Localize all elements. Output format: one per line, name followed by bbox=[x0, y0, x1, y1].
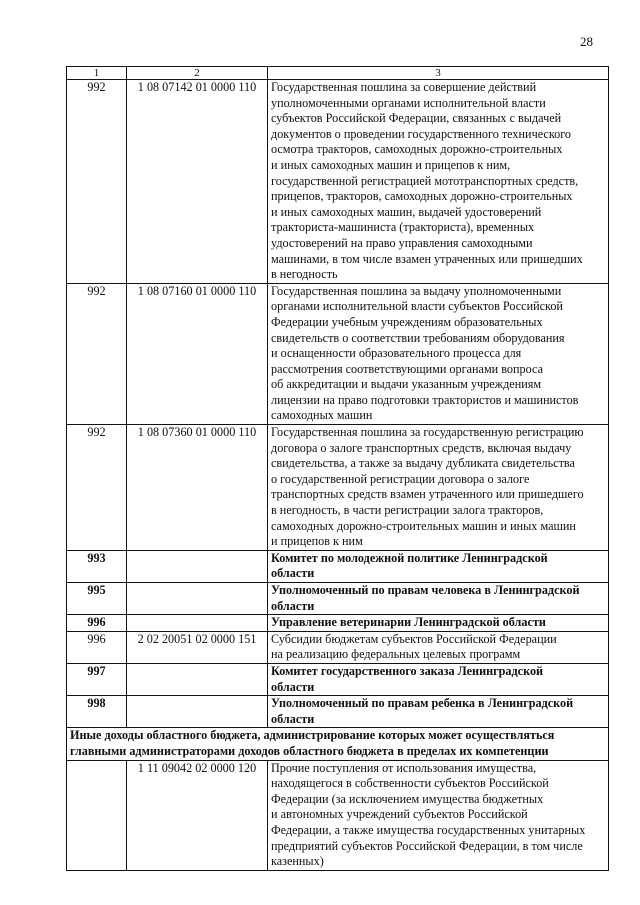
header-col-1: 1 bbox=[67, 67, 127, 80]
section-row bbox=[67, 728, 609, 760]
admin-code: 992 bbox=[67, 80, 127, 284]
table-row bbox=[67, 760, 609, 870]
admin-code: 998 bbox=[67, 696, 127, 728]
administrator-row bbox=[67, 583, 609, 615]
table-row bbox=[67, 631, 609, 663]
revenue-code: 1 08 07360 01 0000 110 bbox=[127, 425, 268, 551]
header-col-2: 2 bbox=[127, 67, 268, 80]
revenue-description: Государственная пошлина за выдачу уполномоченными органами исполнительной власти субъектов Российской Федерации учебным учреждениям образовательных свидетельств о соответствии требованиям оборудования и оснащенности образовательного процесса для рассмотрения соответствующими органами вопроса об аккредитации и выдачи указанным учреждениям лицензии на право подготовки трактористов и машинистов самоходных машин bbox=[268, 283, 609, 424]
revenue-description: Государственная пошлина за совершение действий уполномоченными органами исполнительной власти субъектов Российской Федерации, связанных с выдачей документов о проведении государственного технического осмотра тракторов, самоходных дорожно-строительных и иных самоходных машин и прицепов к ним, государственной регистрацией мототранспортных средств, прицепов, тракторов, самоходных дорожно-строительных и иных самоходных машин, выдачей удостоверений тракториста-машиниста (тракториста), временных удостоверений на право управления самоходными машинами, в том числе взамен утраченных или пришедших в негодность bbox=[268, 80, 609, 284]
revenue-code bbox=[127, 663, 268, 695]
administrator-row bbox=[67, 663, 609, 695]
admin-code: 996 bbox=[67, 615, 127, 632]
admin-code: 997 bbox=[67, 663, 127, 695]
admin-code: 993 bbox=[67, 550, 127, 582]
table-row bbox=[67, 425, 609, 551]
table-row bbox=[67, 283, 609, 424]
revenue-description: Субсидии бюджетам субъектов Российской Федерации на реализацию федеральных целевых программ bbox=[268, 631, 609, 663]
administrator-row bbox=[67, 550, 609, 582]
revenue-code: 1 08 07142 01 0000 110 bbox=[127, 80, 268, 284]
administrator-row bbox=[67, 696, 609, 728]
admin-code: 992 bbox=[67, 283, 127, 424]
table-row bbox=[67, 80, 609, 284]
revenue-codes-table bbox=[66, 66, 609, 871]
admin-code: 992 bbox=[67, 425, 127, 551]
administrator-name: Комитет по молодежной политике Ленинградской области bbox=[268, 550, 609, 582]
table-header-row bbox=[67, 67, 609, 80]
revenue-description: Прочие поступления от использования имущества, находящегося в собственности субъектов Российской Федерации (за исключением имущества бюджетных и автономных учреждений субъектов Российской Федерации, а также имущества государственных унитарных предприятий субъектов Российской Федерации, в том числе казенных) bbox=[268, 760, 609, 870]
administrator-name: Уполномоченный по правам человека в Ленинградской области bbox=[268, 583, 609, 615]
administrator-row bbox=[67, 615, 609, 632]
revenue-description: Государственная пошлина за государственную регистрацию договора о залоге транспортных средств, включая выдачу свидетельства, а также за выдачу дубликата свидетельства о государственной регистрации договора о залоге транспортных средств взамен утраченного или пришедшего в негодность, в части регистрации залога тракторов, самоходных дорожно-строительных машин и иных машин и прицепов к ним bbox=[268, 425, 609, 551]
revenue-code: 1 08 07160 01 0000 110 bbox=[127, 283, 268, 424]
admin-code: 995 bbox=[67, 583, 127, 615]
page-number: 28 bbox=[580, 34, 593, 49]
administrator-name: Управление ветеринарии Ленинградской области bbox=[268, 615, 609, 632]
revenue-code bbox=[127, 550, 268, 582]
revenue-code: 2 02 20051 02 0000 151 bbox=[127, 631, 268, 663]
revenue-code bbox=[127, 583, 268, 615]
administrator-name: Уполномоченный по правам ребенка в Ленинградской области bbox=[268, 696, 609, 728]
administrator-name: Комитет государственного заказа Ленинградской области bbox=[268, 663, 609, 695]
section-title: Иные доходы областного бюджета, администрирование которых может осуществляться главными администраторами доходов областного бюджета в пределах их компетенции bbox=[67, 728, 609, 760]
header-col-3: 3 bbox=[268, 67, 609, 80]
admin-code bbox=[67, 760, 127, 870]
admin-code: 996 bbox=[67, 631, 127, 663]
revenue-code bbox=[127, 615, 268, 632]
revenue-code bbox=[127, 696, 268, 728]
revenue-code: 1 11 09042 02 0000 120 bbox=[127, 760, 268, 870]
